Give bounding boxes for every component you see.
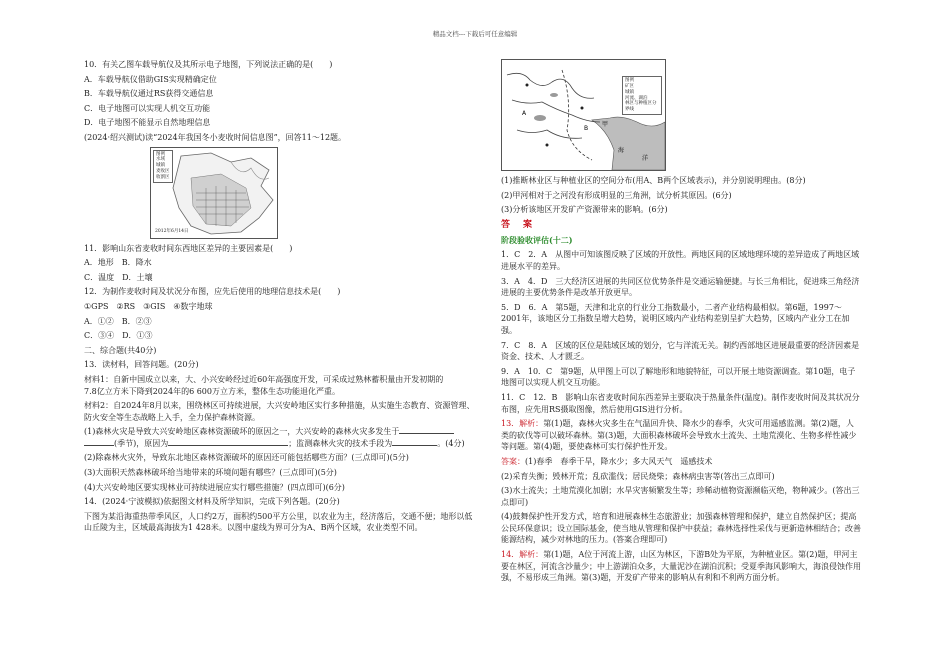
wheat-map-legend	[153, 150, 173, 183]
right-column	[501, 59, 861, 587]
intro-11-12: (2024·绍兴测试)读“2024年我国冬小麦收时间信息图”，回答11～12题。	[84, 132, 347, 142]
answer-7-8: 7．C 8．A 区域的区位是陆域区域的划分，它与洋流无关。制约西部地区进展最重要的经济因素是资金、技术、人才匮乏。	[501, 340, 860, 362]
left-column	[84, 59, 476, 537]
q10-option-c: C．电子地图可以实现人机交互功能	[84, 103, 211, 113]
q13-part-3: (3)大面积天然森林破坏给当地带来的环境问题有哪些？(三点即可)(5分)	[84, 468, 337, 478]
map-label-jia: 甲	[602, 121, 609, 128]
q10-option-b: B．车载导航仪通过RS获得交通信息	[84, 89, 214, 99]
legend-mine: 矿区	[625, 83, 634, 89]
wheat-harvest-map	[150, 147, 278, 239]
legend-title: 图例	[156, 151, 165, 157]
answer-13-text: 第(1)题，森林火灾多生在气温回升快、降水少的春季，火灾可用遥感监测。第(2)题，人类的砍伐等可以破坏森林。第(3)题，大面积森林破坏会导致水土流失、土地荒漠化、生物多样性减少等问题。第(4)题，要使森林可实行保护性开发。	[501, 419, 857, 452]
map-label-b: B	[584, 125, 589, 132]
q14-text: 下图为某沿海重热带季风区，人口约2万，面积约500平方公里，以农业为主，经济落后，交通不便；地形以低山丘陵为主，区域最高海拔为1 428米。以图中虚线为界可分为A、B两个区域，农业类型不同。	[84, 511, 473, 533]
answer-5-6: 5．D 6．A 第5题，天津和北京的行业分工指数最小，二者产业结构最相似。第6题，1997～2001年，该地区分工指数呈增大趋势，说明区域内产业结构差别呈扩大趋势，区域内产业分工在加强。	[501, 302, 850, 335]
answer-14-analysis	[501, 549, 861, 584]
answer-13-ans-4: (4)鼓舞保护性开发方式，培育和进展森林生态旅游业；加强森林管理和保护，建立自然保护区；提高公民环保意识；设立国际基金，使当地从管理和保护中获益；森林选择性采伐与更新造林相结合；改善能源结构，减少对林地的压力。(答案合理即可)	[501, 512, 861, 545]
answers-subtitle: 阶段验收评估(十二)	[501, 234, 573, 245]
answer-13-ans-2: (2)采育失衡；毁林开荒；乱砍滥伐；居民烧柴；森林病虫害等(答出三点即可)	[501, 471, 775, 481]
question-12: 12．为制作麦收时间及状况分布图，应先后使用的地理信息技术是( )	[84, 287, 341, 297]
answer-13-analysis	[501, 418, 861, 453]
q11-options-cd: C．温度 D．土壤	[84, 272, 153, 282]
legend-boundary: 林区与种植区分界线	[625, 101, 657, 113]
answer-13-ans-1	[501, 456, 861, 468]
section-2-title: 二、综合题(共40分)	[84, 345, 157, 355]
answer-1-2: 1．C 2．A 从图中可知该图反映了区域的开放性。两地区间的区域地理环境的差异造成了两地区域进展水平的差异。	[501, 250, 860, 272]
q13-part-4: (4)大兴安岭地区要实现林业可持续进展应实行哪些措施？(四点即可)(6分)	[84, 482, 345, 492]
q13-1-points: 。(4分)	[437, 438, 465, 448]
q13-part-1	[84, 426, 476, 449]
answer-13-1: (1)春季 春季干旱，降水少；多大风天气 遥感技术	[525, 456, 713, 466]
legend-harvest-zone: 麦收区	[156, 169, 170, 175]
map-label-a: A	[522, 110, 527, 117]
q13-1-season: (季节)，原因为	[114, 438, 169, 448]
legend-water: 水域	[156, 157, 165, 163]
blank-technique[interactable]	[392, 445, 437, 446]
q12-options-ab: A．①② B．②③	[84, 316, 152, 326]
analysis-label-14: 14．解析：	[501, 550, 544, 560]
question-10: 10．有关乙图车载导航仪及其所示电子地图，下列说法正确的是( )	[84, 60, 333, 69]
blank-season-2[interactable]	[84, 445, 114, 446]
analysis-label: 13．解析：	[501, 419, 544, 429]
q11-options-ab: A．地形 B．降水	[84, 258, 152, 268]
map-label-sea: 海	[618, 147, 625, 154]
q14-part-1: (1)推断林业区与种植业区的空间分布(用A、B两个区域表示)，并分别说明理由。(8分)	[501, 176, 806, 185]
q12-choices: ①GPS ②RS ③GIS ④数字地球	[84, 301, 213, 311]
question-14: 14．(2024·宁波模拟)依据图文材料及所学知识，完成下列各题。(20分)	[84, 497, 340, 507]
answer-label: 答案：	[501, 456, 525, 466]
material-1	[84, 374, 476, 397]
blank-reason[interactable]	[168, 445, 288, 446]
q13-1-text: (1)森林火灾是导致大兴安岭地区森林资源破坏的原因之一，大兴安岭的森林火灾多发生于	[84, 427, 400, 437]
answer-3-4: 3．A 4．D 三大经济区进展的共同区位优势条件是交通运输便捷。与长三角相比，促进珠三角经济进展的主要优势条件是改革开放更早。	[501, 276, 860, 298]
q12-options-cd: C．③④ D．①③	[84, 331, 153, 341]
coastal-map-legend	[622, 76, 662, 115]
answer-13-ans-3: (3)水土流失；土地荒漠化加剧；水旱灾害频繁发生等；珍稀动植物资源濒临灭绝，物种减少。(答出三点即可)	[501, 486, 860, 507]
legend-reaped-zone: 收割区	[156, 174, 170, 180]
material-1-line-1: 材料1：自新中国成立以来，大、小兴安岭经过近60年高强度开发，可采成过熟林蓄积量由开发初期的	[84, 374, 444, 384]
page-header: 精品文档---下载后可任意编辑	[432, 30, 518, 38]
q10-option-d: D．电子地图不能显示自然地理信息	[84, 118, 211, 128]
answer-9-10: 9．A 10．C 第9题，从甲图上可以了解地形和地貌特征，可以开展土地资源调查。第10题，电子地图可以实现人机交互功能。	[501, 366, 856, 388]
legend-river-lake: 河流、湖泊	[625, 95, 648, 101]
legend-title: 图例	[625, 78, 634, 83]
q10-option-a: A．车载导航仪借助GIS实现精确定位	[84, 74, 217, 84]
q14-part-3: (3)分析该地区开发矿产资源带来的影响。(6分)	[501, 205, 668, 215]
q14-part-2: (2)甲河相对于之河没有形成明显的三角洲，试分析其原因。(6分)	[501, 190, 732, 200]
map-label-ocean: 洋	[642, 155, 649, 162]
q13-part-2: (2)除森林火灾外，导致东北地区森林资源破坏的原因还可能包括哪些方面？(三点即可)(5分)	[84, 453, 409, 463]
answers-title: 答 案	[501, 219, 535, 230]
answer-11-12: 11．C 12．B 影响山东省麦收时间东西差异主要取决于热量条件(温度)。制作麦收时间及其状况分布图，应先用RS摄取图像，然后使用GIS进行分析。	[501, 392, 860, 414]
material-1-line-2: 7.8亿立方米下降到2024年的6 600万立方米，整体生态功能退化严重。	[84, 386, 340, 396]
legend-town: 城镇	[625, 89, 634, 95]
material-2: 材料2：自2024年8月以来，围绕林区可持续进展，大兴安岭地区实行多种措施，从实施生态教育、资源管理、防火安全等生态战略上入手，全力保护森林资源。	[84, 401, 475, 422]
wheat-map-date: 2012年6月14日	[155, 228, 189, 234]
question-11: 11．影响山东省麦收时间东西地区差异的主要因素是( )	[84, 243, 293, 253]
question-13: 13．读材料，回答问题。(20分)	[84, 360, 199, 370]
blank-season[interactable]	[399, 433, 454, 434]
coastal-region-map	[501, 59, 666, 171]
legend-town: 城镇	[156, 163, 165, 169]
q13-1-monitor: ；监测森林火灾的技术手段为	[288, 438, 393, 448]
answer-14-text: 第(1)题，A位于河流上游，山区为林区，下游B处为平原，为种植业区。第(2)题，甲河主要在林区，河流含沙量少；中上游湖泊众多，大量泥沙在湖泊沉积；受夏季海风影响大，海浪侵蚀作用强，不易形成三角洲。第(3)题，开发矿产带来的影响从有利和不利两方面分析。	[501, 550, 861, 583]
